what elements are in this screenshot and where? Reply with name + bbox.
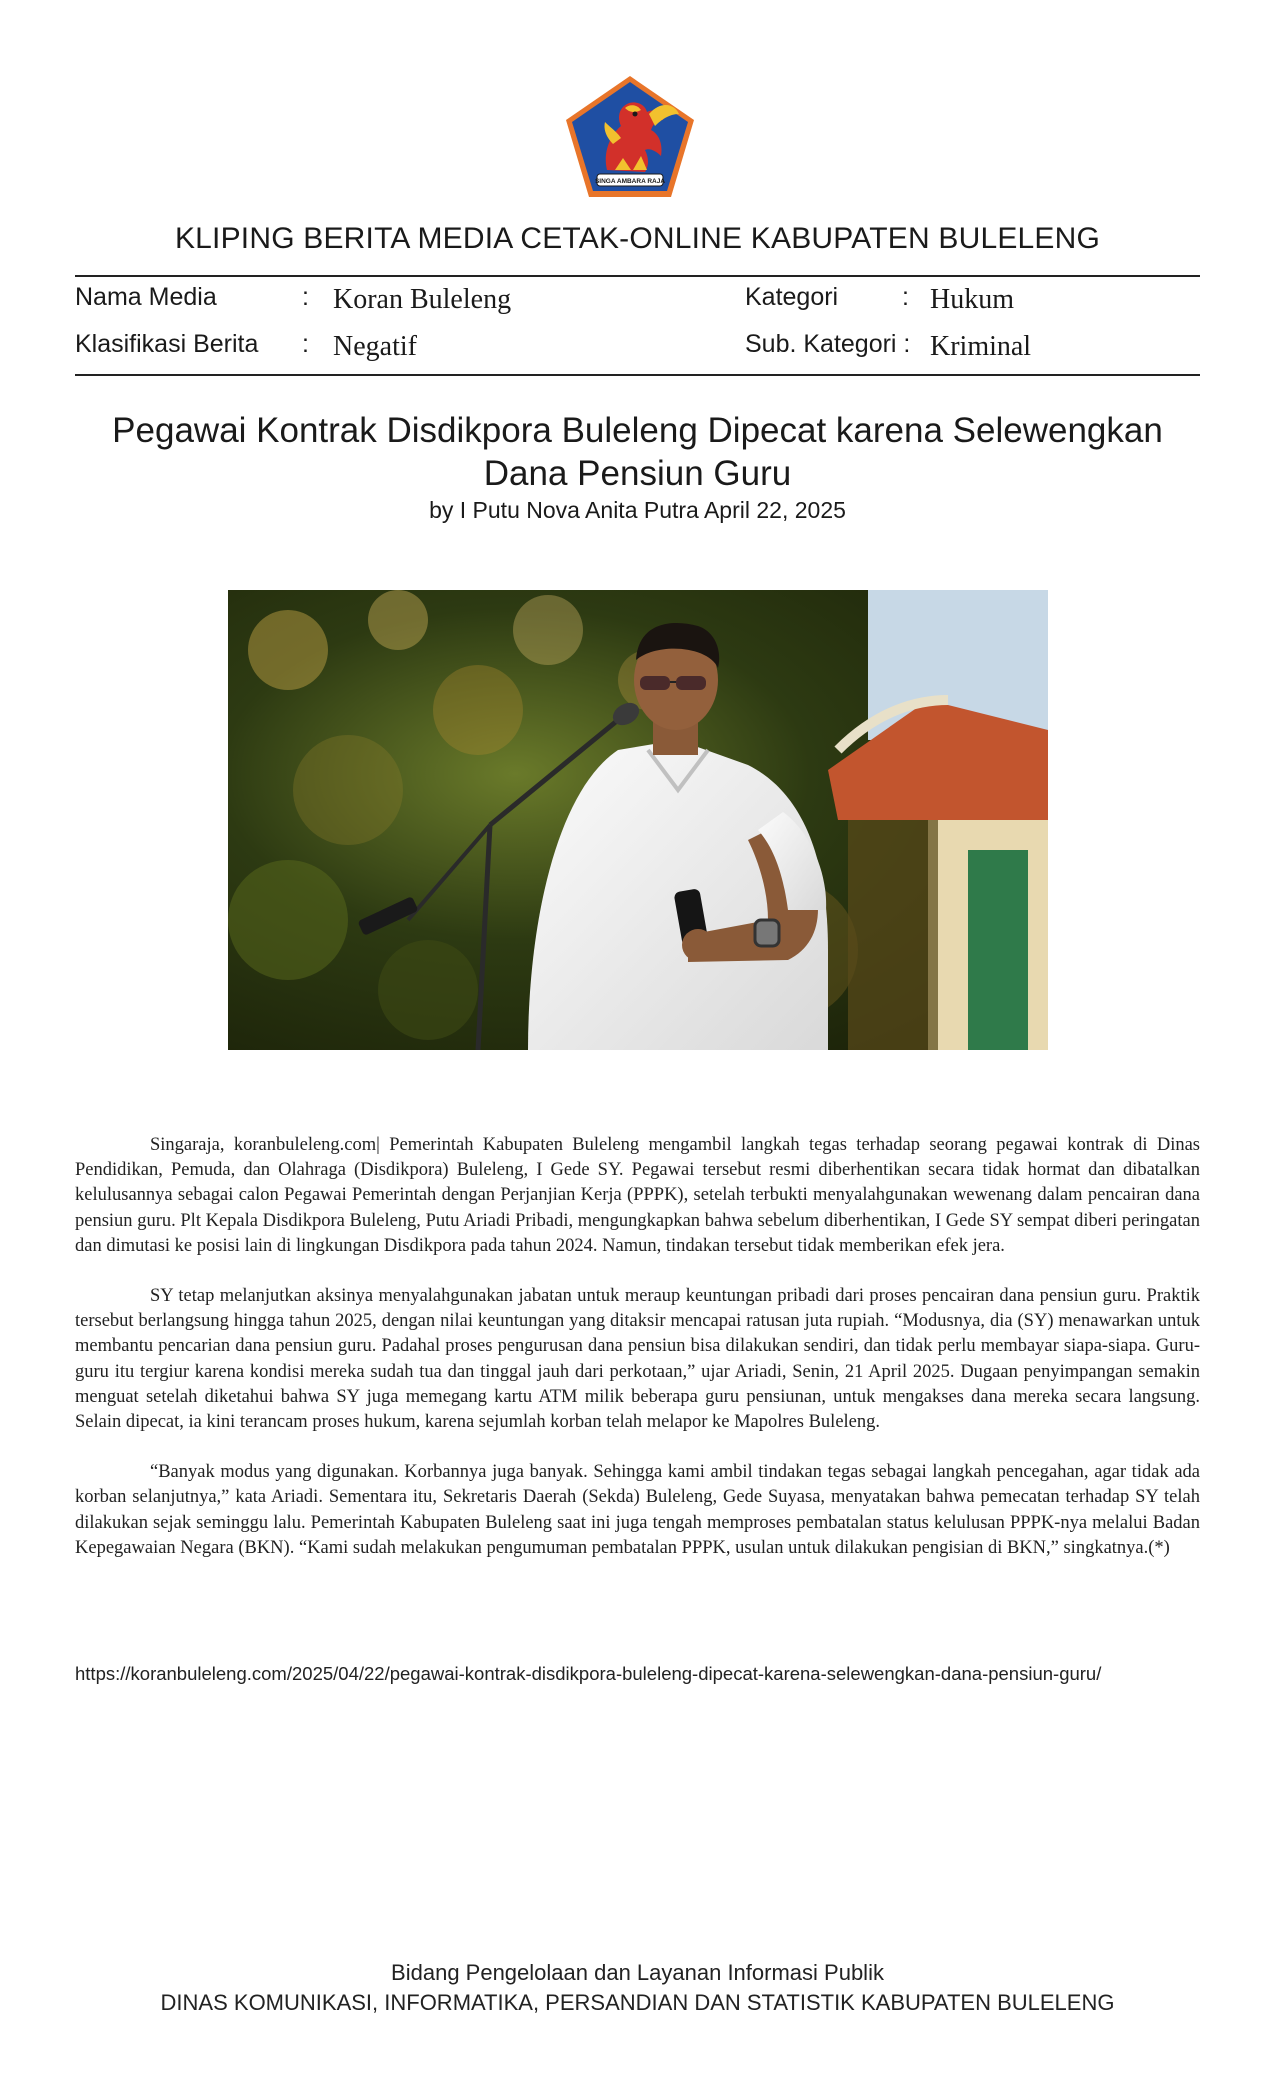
- regency-emblem: [563, 74, 697, 200]
- klasifikasi-label: Klasifikasi Berita: [75, 330, 259, 358]
- meta-colon: :: [902, 283, 909, 311]
- article-paragraph: Singaraja, koranbuleleng.com| Pemerintah Kabupaten Buleleng mengambil langkah tegas terhadap seorang pegawai kontrak di Dinas Pendidikan, Pemuda, dan Olahraga (Disdikpora) Buleleng, I Gede SY. Pegawai tersebut resmi diberhentikan secara tidak hormat dan dibatalkan kelulusannya sebagai calon Pegawai Pemerintah dengan Perjanjian Kerja (PPPK), setelah terbukti menyalahgunakan wewenang dalam pencairan dana pensiun guru. Plt Kepala Disdikpora Buleleng, Putu Ariadi Pribadi, mengungkapkan bahwa sebelum diberhentikan, I Gede SY sempat diberi peringatan dan dimutasi ke posisi lain di lingkungan Disdikpora pada tahun 2024. Namun, tindakan tersebut tidak memberikan efek jera.: [75, 1135, 1200, 1256]
- source-url: https://koranbuleleng.com/2025/04/22/pegawai-kontrak-disdikpora-buleleng-dipecat-karena-selewengkan-dana-pensiun-guru/: [75, 1663, 1102, 1684]
- article-paragraph: SY tetap melanjutkan aksinya menyalahgunakan jabatan untuk meraup keuntungan pribadi dari proses pencairan dana pensiun guru. Praktik tersebut berlangsung hingga tahun 2025, dengan nilai keuntungan yang ditaksir mencapai ratusan juta rupiah. “Modusnya, dia (SY) menawarkan untuk membantu pencarian dana pensiun guru. Padahal proses pengurusan dana pensiun bisa dilakukan sendiri, dan tidak perlu membayar siapa-siapa. Guru-guru itu tergiur karena kondisi mereka sudah tua dan tinggal jauh dari perkotaan,” ujar Ariadi, Senin, 21 April 2025. Dugaan penyimpangan semakin menguat setelah diketahui bahwa SY juga memegang kartu ATM milik beberapa guru pensiunan, untuk mengakses dana mereka secara langsung. Selain dipecat, ia kini terancam proses hukum, karena sejumlah korban telah melapor ke Mapolres Buleleng.: [75, 1286, 1200, 1433]
- logo-motto: SINGA AMBARA RAJA: [594, 178, 666, 185]
- meta-colon: :: [302, 283, 309, 311]
- bottom-divider: [75, 374, 1200, 376]
- footer-agency: DINAS KOMUNIKASI, INFORMATIKA, PERSANDIAN DAN STATISTIK KABUPATEN BULELENG: [160, 1990, 1115, 2015]
- kategori-value: Hukum: [930, 284, 1014, 315]
- article-body: [75, 1133, 1200, 1586]
- nama-media-label: Nama Media: [75, 283, 217, 311]
- emblem-icon: [563, 74, 697, 200]
- nama-media-value: Koran Buleleng: [333, 284, 512, 315]
- headline-line-1: Pegawai Kontrak Disdikpora Buleleng Dipecat karena Selewengkan: [112, 411, 1163, 450]
- top-divider: [75, 275, 1200, 277]
- article-headline: [90, 409, 1185, 495]
- sub-kategori-label: Sub. Kategori :: [745, 330, 911, 358]
- footer-division: Bidang Pengelolaan dan Layanan Informasi Publik: [391, 1960, 884, 1985]
- headline-line-2: Dana Pensiun Guru: [483, 454, 792, 493]
- article-paragraph: “Banyak modus yang digunakan. Korbannya juga banyak. Sehingga kami ambil tindakan tegas sebagai langkah pencegahan, agar tidak ada korban selanjutnya,” kata Ariadi. Sementara itu, Sekretaris Daerah (Sekda) Buleleng, Gede Suyasa, menyatakan bahwa pemecatan terhadap SY telah dilakukan sejak seminggu lalu. Pemerintah Kabupaten Buleleng saat ini juga tengah memproses pembatalan status kelulusan PPPK-nya melalui Badan Kepegawaian Negara (BKN). “Kami sudah melakukan pengumuman pembatalan PPPK, usulan untuk dilakukan pengisian di BKN,” singkatnya.(*): [75, 1462, 1200, 1558]
- klasifikasi-value: Negatif: [333, 331, 417, 362]
- article-byline: by I Putu Nova Anita Putra April 22, 2025: [429, 497, 846, 523]
- meta-colon: :: [302, 330, 309, 358]
- kategori-label: Kategori: [745, 283, 839, 311]
- page-title: KLIPING BERITA MEDIA CETAK-ONLINE KABUPATEN BULELENG: [174, 222, 1101, 255]
- sub-kategori-value: Kriminal: [930, 331, 1032, 362]
- article-photo: [228, 590, 1048, 1050]
